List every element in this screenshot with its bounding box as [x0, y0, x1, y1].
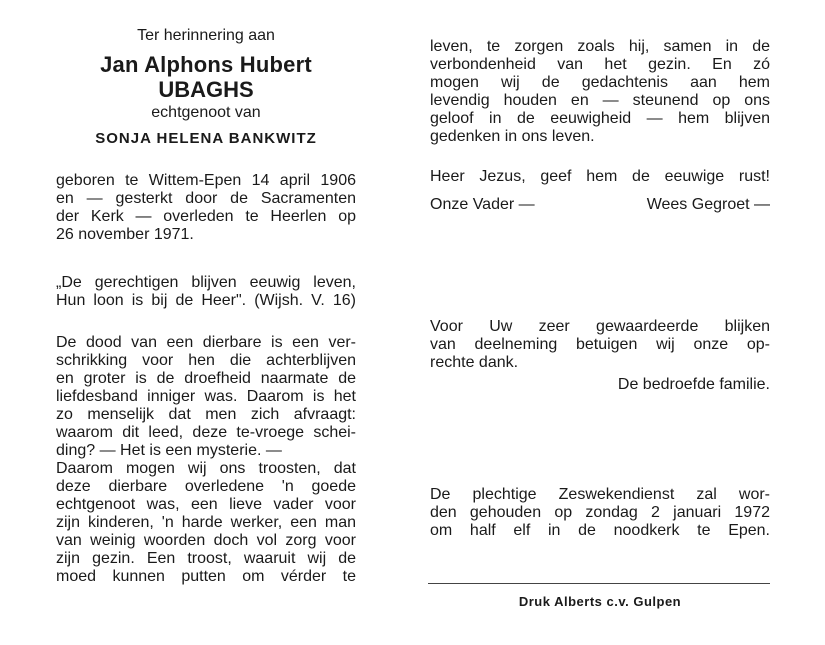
- text-line: levendig houden en — steunend op ons: [430, 92, 770, 109]
- left-column: [56, 26, 356, 586]
- text-line: Voor Uw zeer gewaardeerde blijken: [430, 318, 770, 335]
- spouse-label: echtgenoot van: [151, 104, 261, 121]
- service-paragraph: [430, 486, 770, 540]
- text-line: schrikking voor hen die achterblijven: [56, 352, 356, 369]
- text-line: den gehouden op zondag 2 januari 1972: [430, 504, 770, 521]
- continuation-paragraph: [430, 38, 770, 146]
- text-line: ding? — Het is een mysterie. —: [56, 442, 282, 459]
- deceased-name: Jan Alphons Hubert: [100, 52, 312, 77]
- text-line: rechte dank.: [430, 354, 519, 371]
- reflection-paragraph: [56, 334, 356, 586]
- text-line: mogen wij de gedachtenis aan hem: [430, 74, 770, 91]
- text-line: zo menselijk dat men zich afvraagt:: [56, 406, 356, 423]
- text-line: zijn kinderen, 'n harde werker, een man: [56, 514, 356, 531]
- right-column: [430, 38, 770, 540]
- text-line: verbondenheid van het gezin. En zó: [430, 56, 770, 73]
- birth-death-paragraph: [56, 172, 356, 244]
- text-line: en — gesterkt door de Sacramenten: [56, 190, 356, 207]
- intro-text: Ter herinnering aan: [137, 27, 275, 44]
- text-line: om half elf in de noodkerk te Epen.: [430, 522, 770, 539]
- text-line: „De gerechtigen blijven eeuwig leven,: [56, 274, 356, 291]
- text-line: gedenken in ons leven.: [430, 128, 595, 145]
- spouse-name: SONJA HELENA BANKWITZ: [95, 130, 317, 147]
- text-line: Daarom mogen wij ons troosten, dat: [56, 460, 356, 477]
- text-line: echtgenoot was, een lieve vader voor: [56, 496, 356, 513]
- deceased-surname: UBAGHS: [158, 77, 254, 102]
- text-line: moed kunnen putten om vérder te: [56, 568, 356, 585]
- text-line: leven, te zorgen zoals hij, samen in de: [430, 38, 770, 55]
- prayer-onze-vader: Onze Vader —: [430, 196, 535, 213]
- text-line: geboren te Wittem-Epen 14 april 1906: [56, 172, 356, 189]
- text-line: en groter is de droefheid naarmate de: [56, 370, 356, 387]
- text-line: waarom dit leed, deze te-vroege schei-: [56, 424, 356, 441]
- text-line: Hun loon is bij de Heer". (Wijsh. V. 16): [56, 292, 356, 309]
- text-line: De dood van een dierbare is een ver-: [56, 334, 356, 351]
- prayers-row: [430, 196, 770, 214]
- prayer-wees-gegroet: Wees Gegroet —: [646, 196, 770, 213]
- divider-line: [428, 583, 770, 584]
- scripture-quote: [56, 274, 356, 310]
- text-line: 26 november 1971.: [56, 226, 194, 243]
- thanks-paragraph: [430, 318, 770, 372]
- text-line: der Kerk — overleden te Heerlen op: [56, 208, 356, 225]
- prayer-line: Heer Jezus, geef hem de eeuwige rust!: [430, 168, 770, 185]
- text-line: van deelneming betuigen wij onze op-: [430, 336, 770, 353]
- text-line: De plechtige Zeswekendienst zal wor-: [430, 486, 770, 503]
- printer-credit: Druk Alberts c.v. Gulpen: [518, 594, 682, 609]
- family-signature: De bedroefde familie.: [617, 376, 770, 393]
- text-line: zijn gezin. Een troost, waaruit wij de: [56, 550, 356, 567]
- text-line: deze dierbare overledene 'n goede: [56, 478, 356, 495]
- text-line: van weinig woorden doch vol zorg voor: [56, 532, 356, 549]
- text-line: liefdesband inniger was. Daarom is het: [56, 388, 356, 405]
- text-line: geloof in de eeuwigheid — hem blijven: [430, 110, 770, 127]
